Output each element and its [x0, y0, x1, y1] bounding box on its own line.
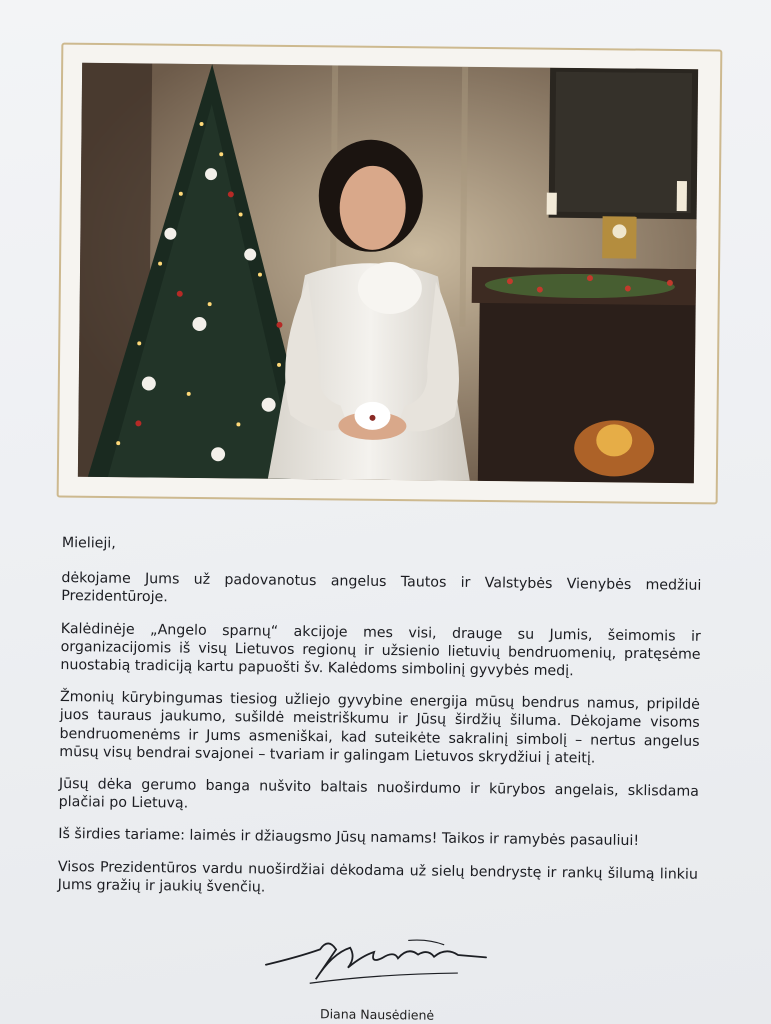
handwritten-signature — [258, 927, 489, 992]
letter-paragraph: Kalėdinėje „Angelo sparnų“ akcijoje mes visi, drauge su Jumis, šeimomis ir organizacijomis iš visų Lietuvos regionų ir užsienio lietuvių bendruomenių, pratęsėme nuostabią tradiciją kartu papuošti šv. Kalėdoms simbolinį gyvybės medį. — [60, 620, 701, 680]
photo-frame — [57, 43, 723, 505]
letter-body — [57, 534, 702, 916]
letter-greeting: Mielieji, — [61, 534, 116, 552]
letter-paragraph: dėkojame Jums už padovanotus angelus Tautos ir Valstybės Vienybės medžiui Prezidentūroje. — [61, 570, 702, 606]
letter-paragraph: Jūsų dėka gerumo banga nušvito baltais nuoširdumo ir kūrybos angelais, sklisdama plačiai po Lietuvą. — [58, 776, 699, 812]
portrait-photo — [78, 63, 698, 483]
letter-paragraph: Visos Prezidentūros vardu nuoširdžiai dėkodama už sielų bendrystę ir rankų šilumą linkiu Jums gražių ir jaukių švenčių. — [57, 858, 698, 896]
letter-paragraph: Žmonių kūrybingumas tiesiog užliejo gyvybine energija mūsų bendrus namus, pripildė juos tauraus jaukumo, sušildė meistriškumu ir Jūsų širdžių šiluma. Dėkojame visoms bendruomenėms ir Jums asmeniškai, kad suteikėte sakralinį simbolį – nertus angelus mūsų visų bendrai svajonei – tvariam ir galingam Lietuvos skrydžiui į ateitį. — [59, 689, 701, 767]
signer-name: Diana Nausėdienė — [319, 1006, 435, 1023]
letter-paragraph: Iš širdies tariame: laimės ir džiaugsmo Jūsų namams! Taikos ir ramybės pasauliui! — [58, 826, 640, 850]
portrait-illustration — [78, 63, 698, 483]
